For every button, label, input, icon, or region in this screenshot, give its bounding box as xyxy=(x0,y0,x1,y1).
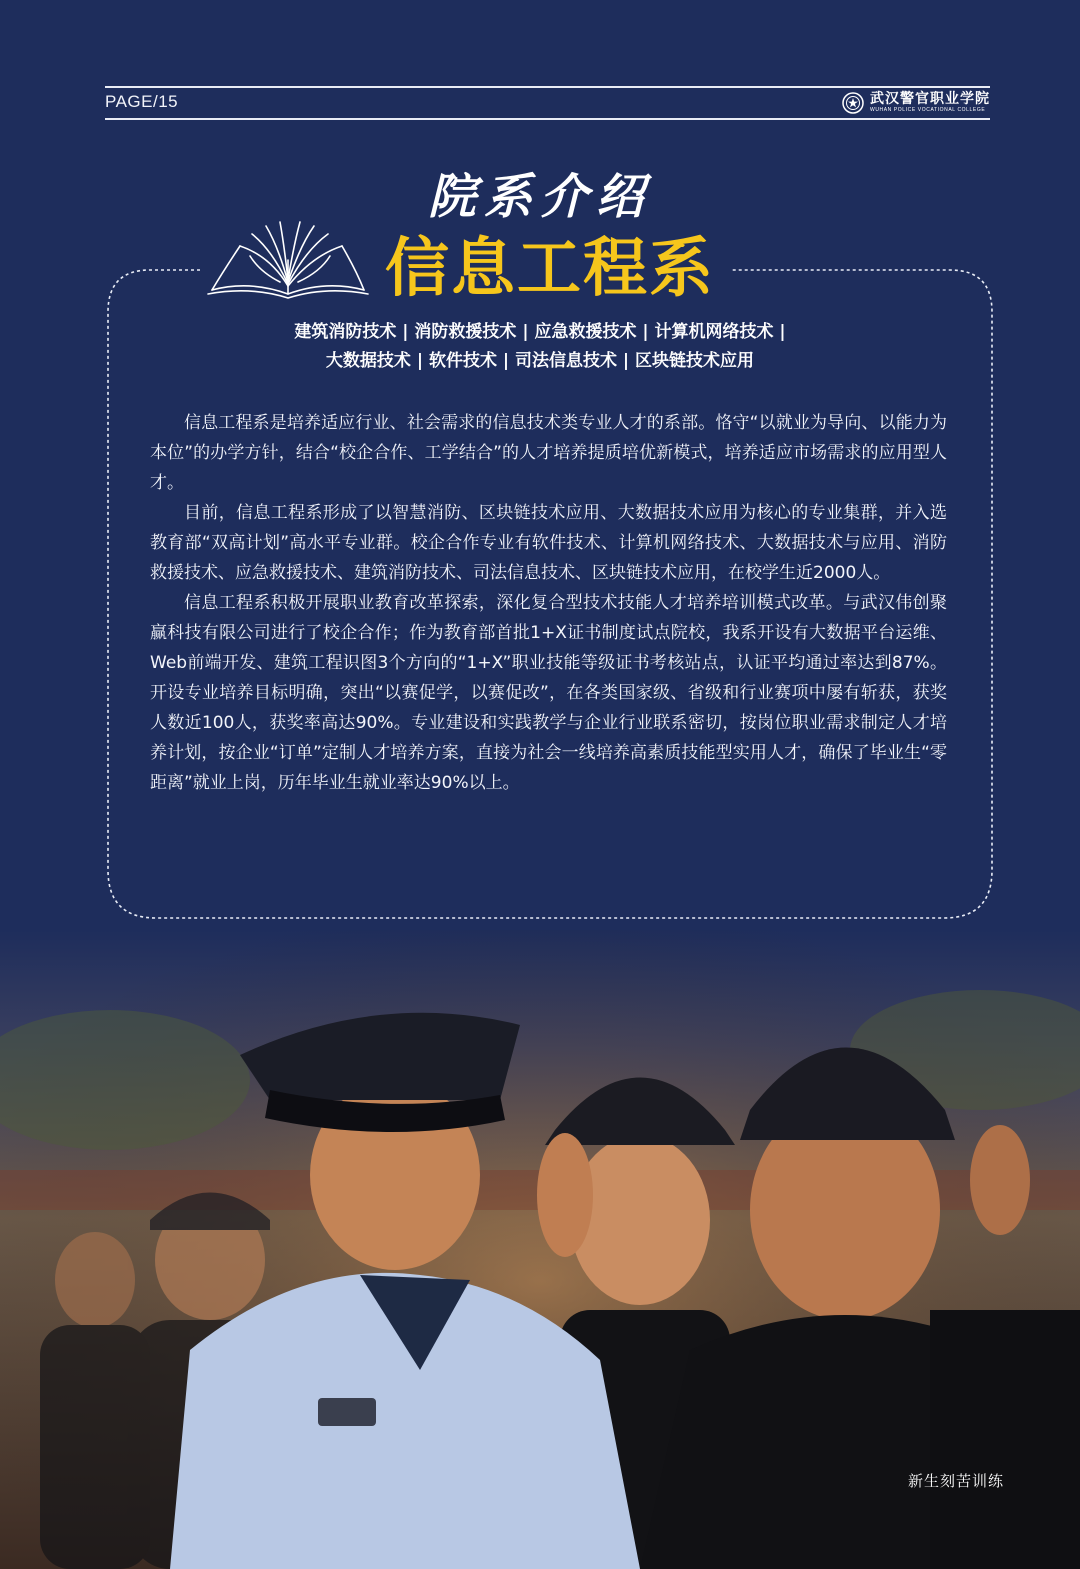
section-heading: 院系介绍 xyxy=(427,169,652,225)
paragraph-1: 信息工程系是培养适应行业、社会需求的信息技术类专业人才的系部。恪守“以就业为导向、以能力为本位”的办学方针，结合“校企合作、工学结合”的人才培养提质培优新模式，培养适应市场需求的应用型人才。 xyxy=(150,413,947,493)
header-rule-top xyxy=(105,86,990,88)
majors-line-1: 建筑消防技术 | 消防救援技术 | 应急救援技术 | 计算机网络技术 | xyxy=(294,322,786,342)
majors-list xyxy=(160,318,920,376)
college-name-cn: 武汉警官职业学院 xyxy=(870,91,990,107)
header-rule-bottom xyxy=(105,118,990,120)
paragraph-3: 信息工程系积极开展职业教育改革探索，深化复合型技术技能人才培养培训模式改革。与武汉伟创聚赢科技有限公司进行了校企合作；作为教育部首批1+X证书制度试点院校，我系开设有大数据平台运维、Web前端开发、建筑工程识图3个方向的“1+X”职业技能等级证书考核站点，认证平均通过率达到87%。开设专业培养目标明确，突出“以赛促学，以赛促改”，在各类国家级、省级和行业赛项中屡有斩获，获奖人数近100人，获奖率高达90%。专业建设和实践教学与企业行业联系密切，按岗位职业需求制定人才培养计划，按企业“订单”定制人才培养方案，直接为社会一线培养高素质技能型实用人才，确保了毕业生“零距离”就业上岗，历年毕业生就业率达90%以上。 xyxy=(150,593,947,793)
college-logo xyxy=(842,91,990,114)
open-book-icon xyxy=(200,216,375,304)
department-title: 信息工程系 xyxy=(385,232,715,306)
paragraph-2: 目前，信息工程系形成了以智慧消防、区块链技术应用、大数据技术应用为核心的专业集群，并入选教育部“双高计划”高水平专业群。校企合作专业有软件技术、计算机网络技术、大数据技术与应用、消防救援技术、应急救援技术、建筑消防技术、司法信息技术、区块链技术应用，在校学生近2000人。 xyxy=(150,503,947,583)
majors-line-2: 大数据技术 | 软件技术 | 司法信息技术 | 区块链技术应用 xyxy=(325,351,755,371)
college-name-en: WUHAN POLICE VOCATIONAL COLLEGE xyxy=(870,107,986,113)
department-description xyxy=(150,408,947,798)
college-seal-icon xyxy=(842,92,864,114)
photo-caption: 新生刻苦训练 xyxy=(907,1472,1004,1490)
page-number: PAGE/15 xyxy=(105,92,179,111)
